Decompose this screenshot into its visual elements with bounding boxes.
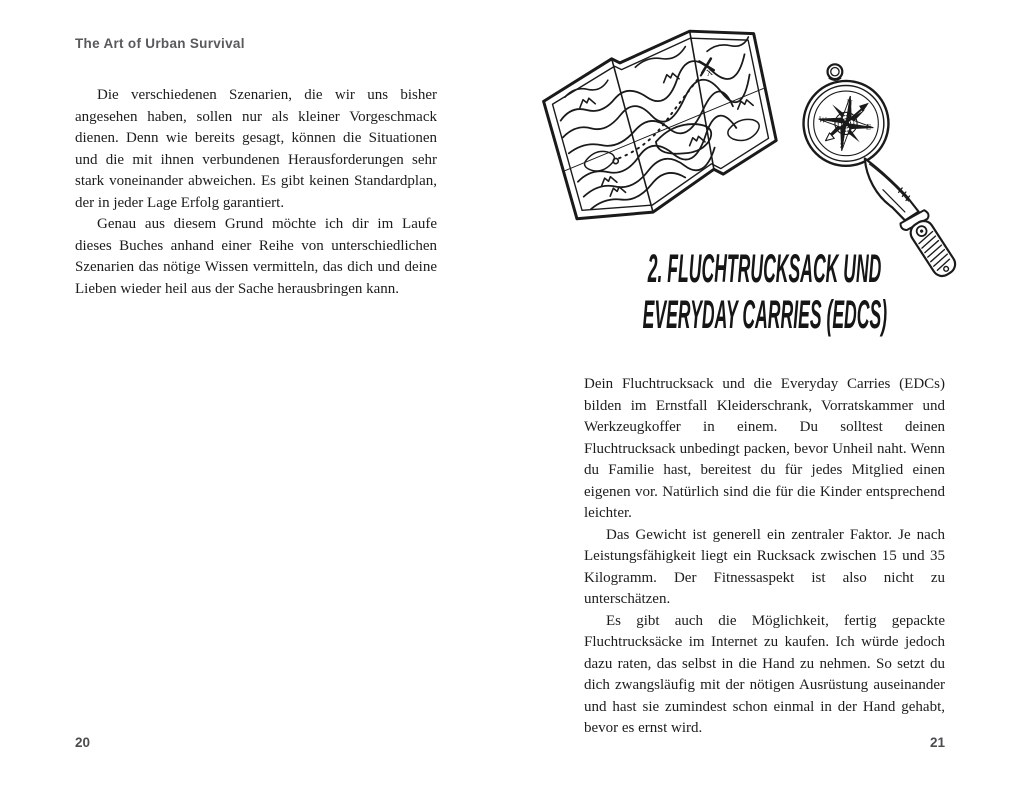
paragraph: Genau aus diesem Grund möchte ich dir im Laufe dieses Buches anhand einer Reihe von unterschiedlichen Szenarien das nötige Wissen vermitteln, das dich und deine Lieben wieder heil aus der Sache herausbringen kann. <box>75 216 437 297</box>
chapter-title <box>585 246 945 338</box>
left-page-text <box>75 85 437 300</box>
compass-letter-s: S <box>839 140 846 151</box>
page-number-left: 20 <box>75 735 91 750</box>
paragraph: Das Gewicht ist generell ein zentraler Faktor. Je nach Leistungsfähigkeit liegt ein Rucksack zwischen 15 und 35 Kilogramm. Der Fitnessaspekt ist also nicht zu unterschätzen. <box>584 526 945 607</box>
topographic-map-illustration <box>538 18 796 266</box>
chapter-title-line-1: 2. FLUCHTRUCKSACK UND <box>648 247 882 291</box>
compass-letter-w: W <box>817 114 828 125</box>
running-head: The Art of Urban Survival <box>75 36 245 51</box>
right-page-text <box>584 374 945 740</box>
compass-letter-e: E <box>865 122 872 133</box>
compass-letter-n: N <box>845 97 854 108</box>
chapter-title-line-2: EVERYDAY CARRIES (EDCS) <box>642 293 888 337</box>
paragraph: Die verschiedenen Szenarien, die wir uns bisher angesehen haben, sollen nur als kleiner Vorgeschmack dienen. Denn wie bereits gesagt, können die Situationen und die mit ihnen verbundenen Herausforderungen sehr stark voneinander abweichen. Es gibt keinen Standardplan, der in jeder Lage Erfolg garantiert. <box>75 87 437 211</box>
map-x-marker: X <box>705 66 714 78</box>
page-number-right: 21 <box>929 735 945 750</box>
map-icon <box>538 18 796 266</box>
paragraph: Es gibt auch die Möglichkeit, fertig gepackte Fluchtrucksäcke im Internet zu kaufen. Ich würde jedoch dazu raten, das selbst in die Hand zu nehmen. So setzt du dich zwangsläufig mit der nötigen Ausrüstung auseinander und hast sie zumindest schon einmal in der Hand gehabt, bevor es ernst wird. <box>584 612 945 736</box>
paragraph: Dein Fluchtrucksack und die Everyday Carries (EDCs) bilden im Ernstfall Kleiderschrank, Vorratskammer und Werkzeugkoffer in einem. Du solltest deinen Fluchtrucksack unbedingt packen, bevor Unheil naht. Wenn du Familie hast, bereitest du für jedes Mitglied einen eigenen vor. Natürlich sind die für die Kinder entsprechend leichter. <box>584 376 945 521</box>
